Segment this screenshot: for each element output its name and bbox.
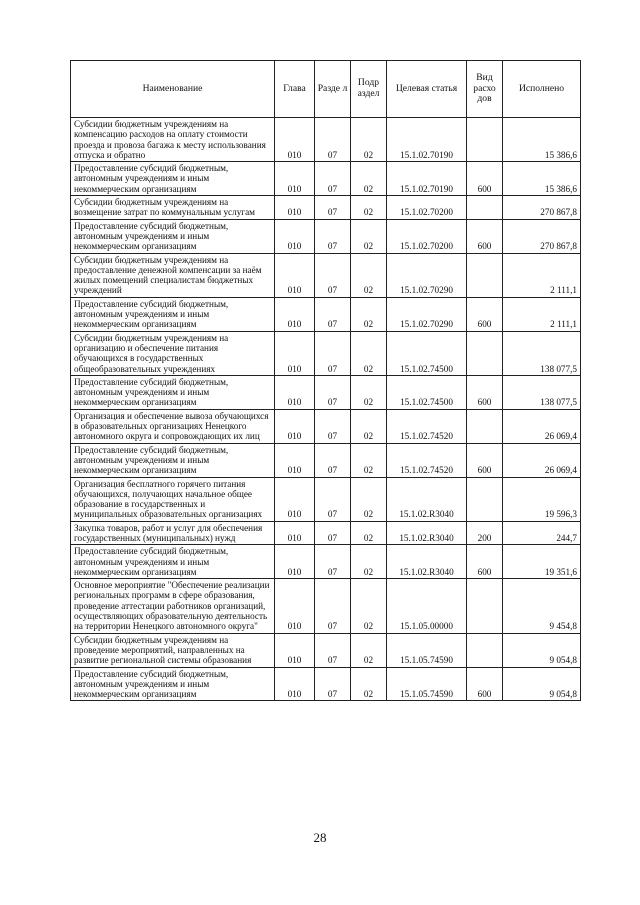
row-podrazdel: 02 <box>351 331 387 375</box>
row-podrazdel: 02 <box>351 219 387 253</box>
row-amount: 9 054,8 <box>503 633 581 667</box>
row-vid <box>467 196 503 220</box>
row-amount: 9 054,8 <box>503 667 581 701</box>
row-amount: 9 454,8 <box>503 579 581 633</box>
row-name: Основное мероприятие "Обеспечение реализации региональных программ в сфере образования, проведение аттестации работников организаций, осуществляющих образовательную деятельность на территории Ненецкого автономного округа" <box>71 579 275 633</box>
row-name: Субсидии бюджетным учреждениям на возмещение затрат по коммунальным услугам <box>71 196 275 220</box>
row-glava: 010 <box>275 253 315 297</box>
row-podrazdel: 02 <box>351 297 387 331</box>
row-vid <box>467 477 503 521</box>
row-glava: 010 <box>275 477 315 521</box>
row-vid <box>467 118 503 162</box>
row-name: Предоставление субсидий бюджетным, автономным учреждениям и иным некоммерческим организациям <box>71 667 275 701</box>
table-row <box>71 409 581 443</box>
row-razdel: 07 <box>315 162 351 196</box>
row-glava: 010 <box>275 667 315 701</box>
row-amount: 26 069,4 <box>503 409 581 443</box>
table-row <box>71 297 581 331</box>
row-razdel: 07 <box>315 477 351 521</box>
row-podrazdel: 02 <box>351 196 387 220</box>
row-amount: 19 596,3 <box>503 477 581 521</box>
row-target: 15.1.05.74590 <box>387 667 467 701</box>
table-row <box>71 521 581 545</box>
row-amount: 244,7 <box>503 521 581 545</box>
row-name: Организация бесплатного горячего питания обучающихся, получающих начальное общее образование в государственных и муниципальных образовательных организациях <box>71 477 275 521</box>
row-amount: 15 386,6 <box>503 118 581 162</box>
row-amount: 15 386,6 <box>503 162 581 196</box>
table-row <box>71 579 581 633</box>
table-row <box>71 667 581 701</box>
row-target: 15.1.02.70290 <box>387 253 467 297</box>
table-row <box>71 196 581 220</box>
row-name: Субсидии бюджетным учреждениям на предоставление денежной компенсации за наём жилых помещений специалистам бюджетных учреждений <box>71 253 275 297</box>
header-podrazdel: Подр аздел <box>351 61 387 118</box>
row-vid <box>467 633 503 667</box>
header-vid: Вид расхо дов <box>467 61 503 118</box>
row-glava: 010 <box>275 162 315 196</box>
row-target: 15.1.02.R3040 <box>387 477 467 521</box>
row-amount: 2 111,1 <box>503 297 581 331</box>
table-row <box>71 219 581 253</box>
row-razdel: 07 <box>315 118 351 162</box>
row-vid: 600 <box>467 443 503 477</box>
table-row <box>71 477 581 521</box>
row-vid: 600 <box>467 297 503 331</box>
row-target: 15.1.02.70290 <box>387 297 467 331</box>
row-name: Предоставление субсидий бюджетным, автономным учреждениям и иным некоммерческим организациям <box>71 162 275 196</box>
table-row <box>71 375 581 409</box>
row-vid: 200 <box>467 521 503 545</box>
row-glava: 010 <box>275 118 315 162</box>
row-vid <box>467 579 503 633</box>
row-target: 15.1.02.70200 <box>387 196 467 220</box>
table-row <box>71 331 581 375</box>
row-vid <box>467 331 503 375</box>
header-target: Целевая статья <box>387 61 467 118</box>
table-row <box>71 253 581 297</box>
row-razdel: 07 <box>315 633 351 667</box>
row-target: 15.1.02.74500 <box>387 375 467 409</box>
row-name: Предоставление субсидий бюджетным, автономным учреждениям и иным некоммерческим организациям <box>71 545 275 579</box>
row-amount: 270 867,8 <box>503 219 581 253</box>
row-name: Субсидии бюджетным учреждениям на проведение мероприятий, направленных на развитие региональной системы образования <box>71 633 275 667</box>
row-glava: 010 <box>275 297 315 331</box>
table-row <box>71 118 581 162</box>
row-target: 15.1.02.74520 <box>387 443 467 477</box>
row-glava: 010 <box>275 579 315 633</box>
row-razdel: 07 <box>315 443 351 477</box>
row-razdel: 07 <box>315 667 351 701</box>
table-row <box>71 443 581 477</box>
table-body <box>71 118 581 701</box>
row-vid: 600 <box>467 545 503 579</box>
table-row <box>71 633 581 667</box>
row-target: 15.1.02.70200 <box>387 219 467 253</box>
row-podrazdel: 02 <box>351 162 387 196</box>
row-amount: 138 077,5 <box>503 331 581 375</box>
row-razdel: 07 <box>315 253 351 297</box>
row-razdel: 07 <box>315 579 351 633</box>
row-razdel: 07 <box>315 375 351 409</box>
row-target: 15.1.05.00000 <box>387 579 467 633</box>
header-glava: Глава <box>275 61 315 118</box>
header-done: Исполнено <box>503 61 581 118</box>
row-podrazdel: 02 <box>351 375 387 409</box>
row-name: Закупка товаров, работ и услуг для обеспечения государственных (муниципальных) нужд <box>71 521 275 545</box>
row-name: Субсидии бюджетным учреждениям на организацию и обеспечение питания обучающихся в государственных общеобразовательных учреждениях <box>71 331 275 375</box>
row-amount: 138 077,5 <box>503 375 581 409</box>
table-row <box>71 545 581 579</box>
row-podrazdel: 02 <box>351 443 387 477</box>
row-podrazdel: 02 <box>351 667 387 701</box>
row-name: Предоставление субсидий бюджетным, автономным учреждениям и иным некоммерческим организациям <box>71 443 275 477</box>
row-glava: 010 <box>275 545 315 579</box>
row-glava: 010 <box>275 633 315 667</box>
row-amount: 26 069,4 <box>503 443 581 477</box>
row-podrazdel: 02 <box>351 633 387 667</box>
row-podrazdel: 02 <box>351 545 387 579</box>
page-number: 28 <box>313 830 327 845</box>
row-vid <box>467 409 503 443</box>
row-vid: 600 <box>467 162 503 196</box>
header-razdel: Разде л <box>315 61 351 118</box>
row-podrazdel: 02 <box>351 118 387 162</box>
row-name: Предоставление субсидий бюджетным, автономным учреждениям и иным некоммерческим организациям <box>71 219 275 253</box>
row-target: 15.1.02.R3040 <box>387 545 467 579</box>
row-amount: 2 111,1 <box>503 253 581 297</box>
row-target: 15.1.02.R3040 <box>387 521 467 545</box>
header-name: Наименование <box>71 61 275 118</box>
row-name: Организация и обеспечение вывоза обучающихся в образовательных организациях Ненецкого автономного округа и сопровождающих их лиц <box>71 409 275 443</box>
row-glava: 010 <box>275 196 315 220</box>
row-glava: 010 <box>275 331 315 375</box>
row-podrazdel: 02 <box>351 253 387 297</box>
row-vid: 600 <box>467 219 503 253</box>
row-razdel: 07 <box>315 545 351 579</box>
row-amount: 19 351,6 <box>503 545 581 579</box>
row-glava: 010 <box>275 409 315 443</box>
row-glava: 010 <box>275 219 315 253</box>
row-target: 15.1.02.74500 <box>387 331 467 375</box>
row-razdel: 07 <box>315 196 351 220</box>
row-vid: 600 <box>467 375 503 409</box>
row-razdel: 07 <box>315 521 351 545</box>
row-razdel: 07 <box>315 409 351 443</box>
row-podrazdel: 02 <box>351 477 387 521</box>
budget-table <box>70 60 581 701</box>
row-podrazdel: 02 <box>351 521 387 545</box>
row-target: 15.1.05.74590 <box>387 633 467 667</box>
row-glava: 010 <box>275 375 315 409</box>
row-razdel: 07 <box>315 219 351 253</box>
row-podrazdel: 02 <box>351 409 387 443</box>
row-name: Предоставление субсидий бюджетным, автономным учреждениям и иным некоммерческим организациям <box>71 297 275 331</box>
table-row <box>71 162 581 196</box>
row-name: Субсидии бюджетным учреждениям на компенсацию расходов на оплату стоимости проезда и провоза багажа к месту использования отпуска и обратно <box>71 118 275 162</box>
row-glava: 010 <box>275 521 315 545</box>
row-podrazdel: 02 <box>351 579 387 633</box>
row-razdel: 07 <box>315 331 351 375</box>
row-vid <box>467 253 503 297</box>
row-target: 15.1.02.70190 <box>387 118 467 162</box>
row-glava: 010 <box>275 443 315 477</box>
row-name: Предоставление субсидий бюджетным, автономным учреждениям и иным некоммерческим организациям <box>71 375 275 409</box>
row-vid: 600 <box>467 667 503 701</box>
row-amount: 270 867,8 <box>503 196 581 220</box>
row-razdel: 07 <box>315 297 351 331</box>
row-target: 15.1.02.70190 <box>387 162 467 196</box>
row-target: 15.1.02.74520 <box>387 409 467 443</box>
table-header-row <box>71 61 581 118</box>
